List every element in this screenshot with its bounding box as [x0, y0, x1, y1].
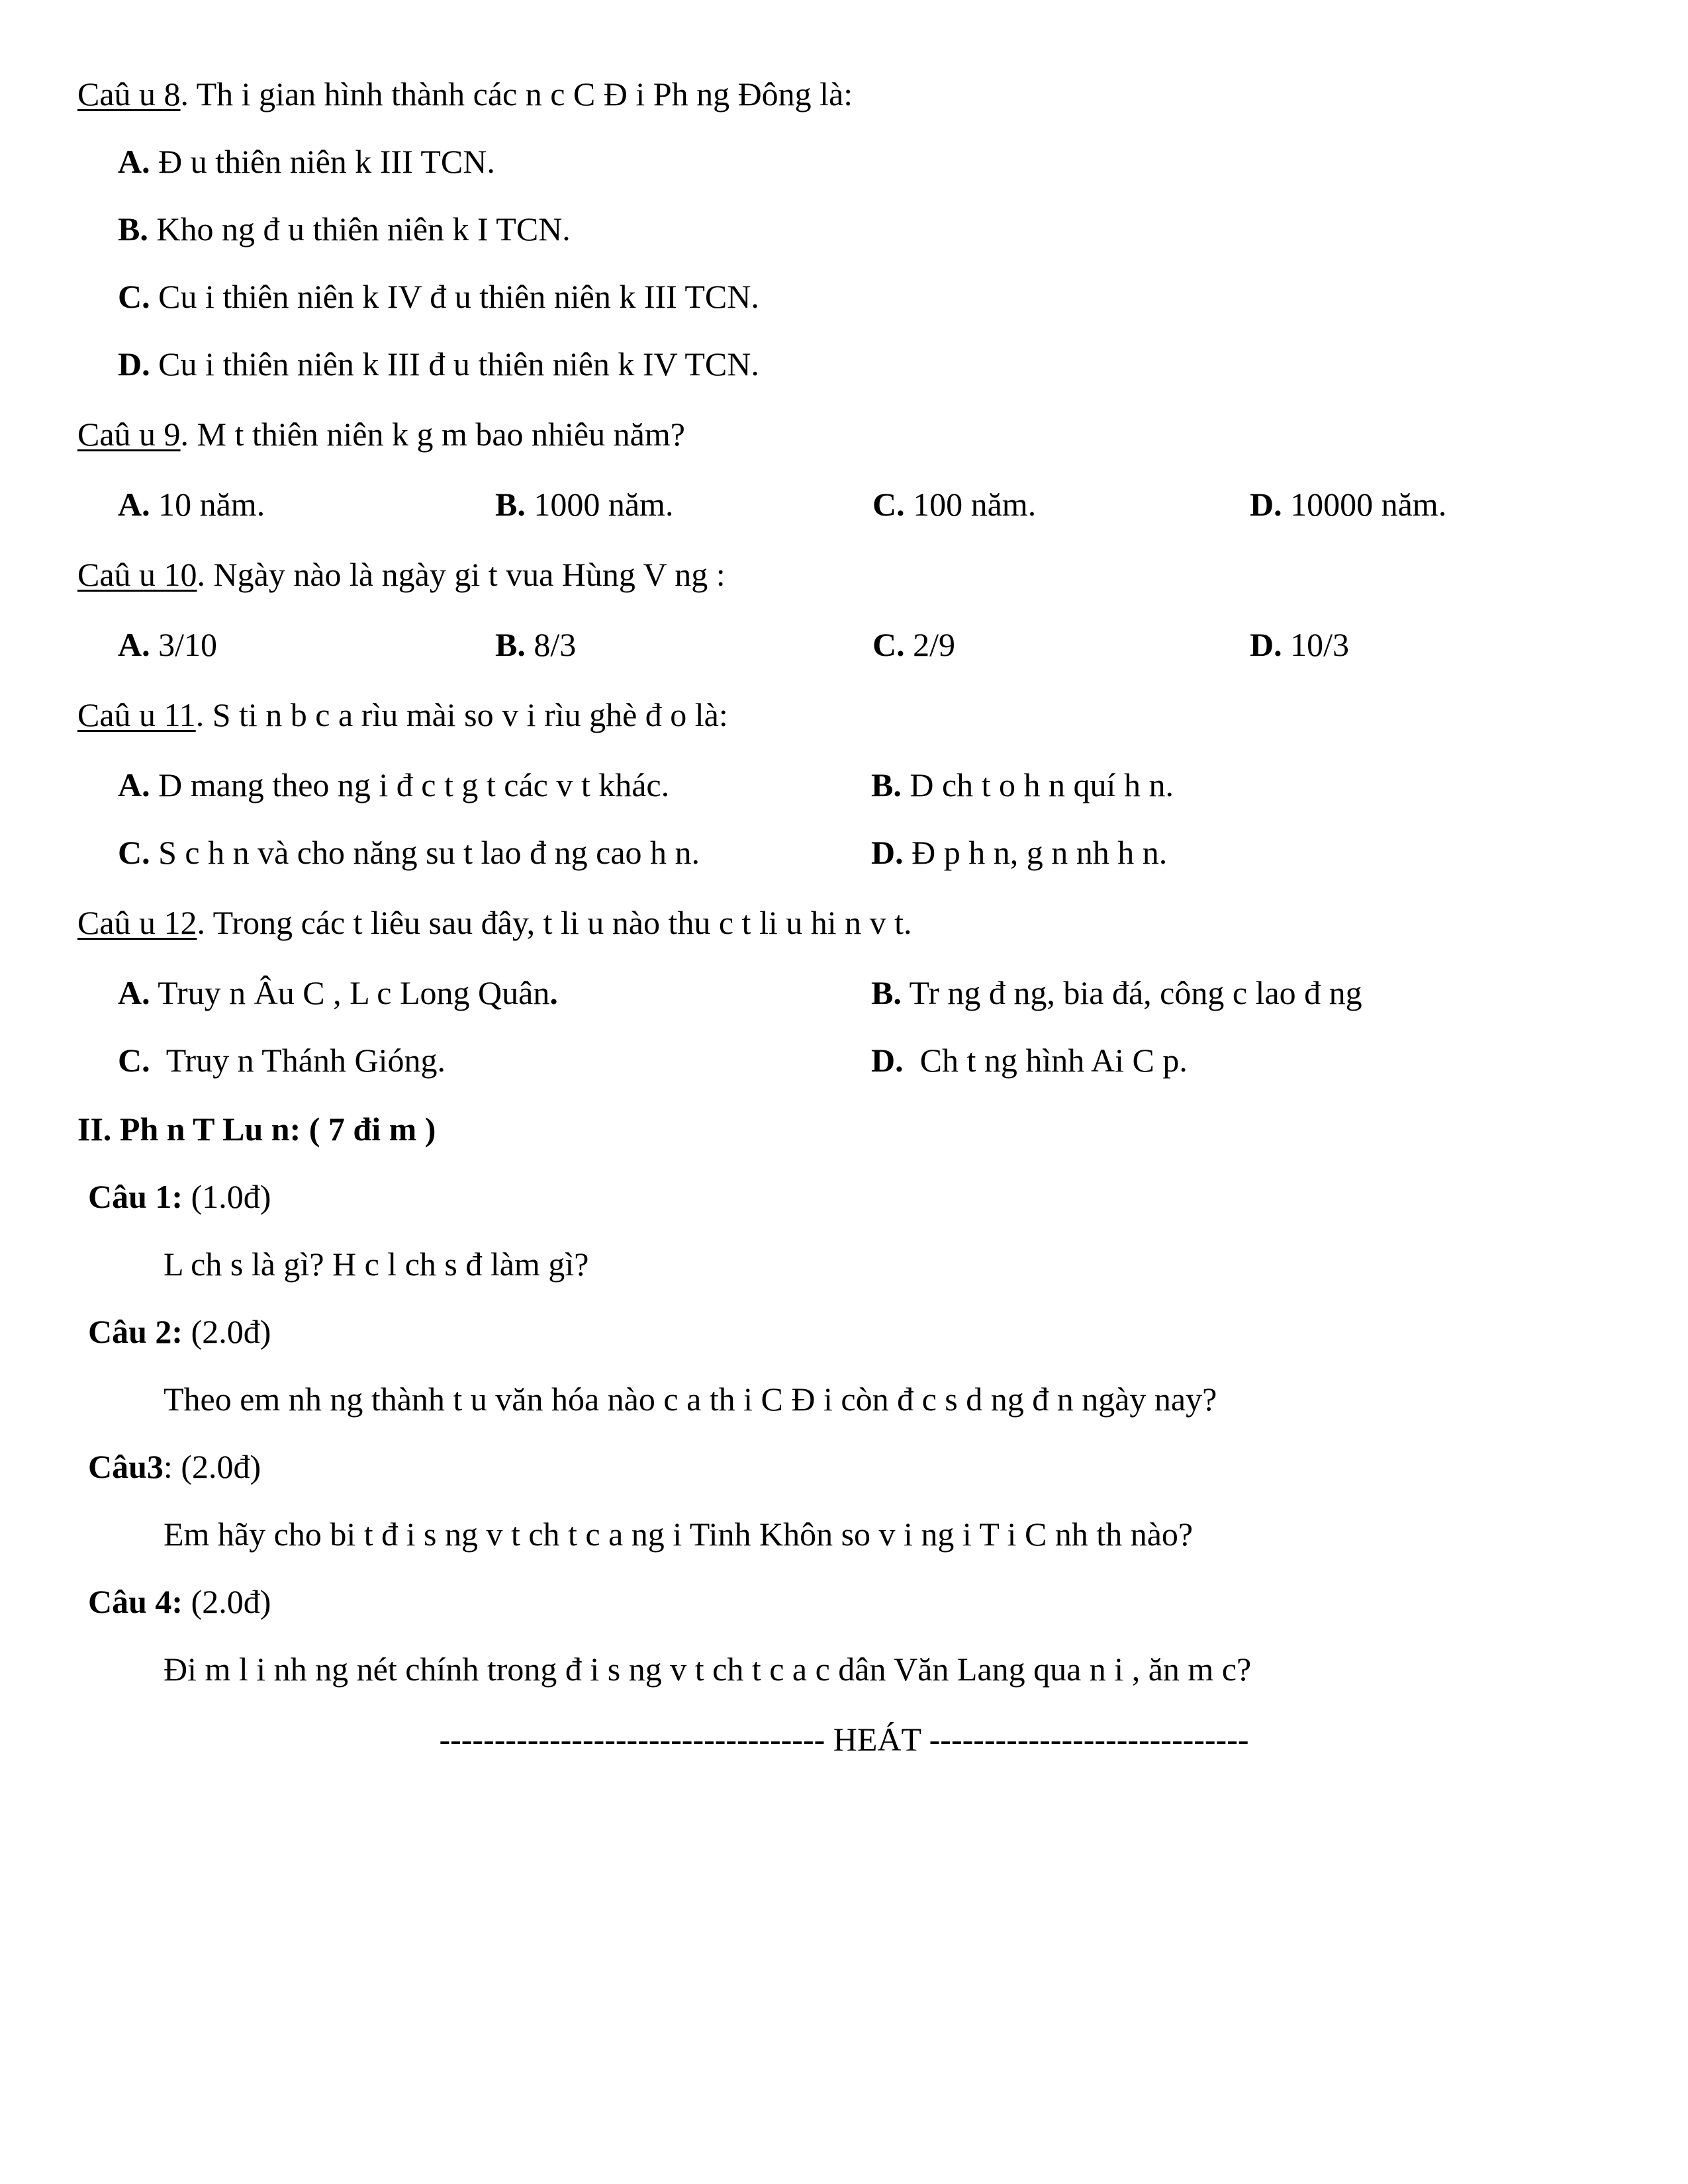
question-9-text: . M t thiên niên k g m bao nhiêu năm?	[180, 416, 685, 453]
q8-option-c: C. Cu i thiên niên k IV đ u thiên niên k III TCN.	[118, 278, 759, 315]
question-9	[77, 414, 685, 454]
q10-option-d: D. 10/3	[1250, 626, 1350, 663]
essay-1-heading: Câu 1: (1.0đ)	[88, 1178, 271, 1215]
q12-option-d: D. Ch t ng hình Ai C p.	[871, 1042, 1188, 1079]
question-10-text: . Ngày nào là ngày gi t vua Hùng V ng :	[197, 556, 726, 593]
question-12	[77, 903, 912, 942]
q9-option-a: A. 10 năm.	[118, 486, 265, 523]
essay-4-text: Đi m l i nh ng nét chính trong đ i s ng v t ch t c a c dân Văn Lang qua n i , ăn m c?	[164, 1651, 1252, 1688]
question-12-text: . Trong các t liêu sau đây, t li u nào thu c t li u hi n v t.	[197, 904, 912, 941]
question-8-text: . Th i gian hình thành các n c C Đ i Ph ng Đông là:	[180, 75, 853, 113]
question-10-label: Caû u 10	[77, 556, 197, 593]
essay-3-text: Em hãy cho bi t đ i s ng v t ch t c a ng i Tinh Khôn so v i ng i T i C nh th nào?	[164, 1516, 1194, 1553]
q11-option-d: D. Đ p h n, g n nh h n.	[871, 834, 1168, 871]
question-8	[77, 74, 853, 114]
question-8-label: Caû u 8	[77, 75, 181, 113]
q11-option-b: B. D ch t o h n quí h n.	[871, 766, 1174, 803]
q10-option-c: C. 2/9	[872, 626, 956, 663]
q12-option-a: A. Truy n Âu C , L c Long Quân.	[118, 974, 558, 1011]
q12-option-b: B. Tr ng đ ng, bia đá, công c lao đ ng	[871, 974, 1362, 1011]
question-11	[77, 695, 728, 735]
q8-option-a: A. Đ u thiên niên k III TCN.	[118, 143, 495, 180]
question-11-text: . S ti n b c a rìu mài so v i rìu ghè đ o là:	[195, 696, 728, 733]
q10-option-b: B. 8/3	[495, 626, 577, 663]
essay-4-heading: Câu 4: (2.0đ)	[88, 1583, 271, 1620]
question-10	[77, 555, 726, 594]
essay-2-text: Theo em nh ng thành t u văn hóa nào c a th i C Đ i còn đ c s d ng đ n ngày nay?	[164, 1381, 1217, 1418]
q11-option-c: C. S c h n và cho năng su t lao đ ng cao h n.	[118, 834, 700, 871]
essay-3-heading: Câu3: (2.0đ)	[88, 1448, 261, 1485]
q9-option-b: B. 1000 năm.	[495, 486, 674, 523]
q11-option-a: A. D mang theo ng i đ c t g t các v t khác.	[118, 766, 670, 803]
q9-option-c: C. 100 năm.	[872, 486, 1037, 523]
q8-option-d: D. Cu i thiên niên k III đ u thiên niên k IV TCN.	[118, 345, 759, 383]
q9-option-d: D. 10000 năm.	[1250, 486, 1447, 523]
section-2-title: II. Ph n T Lu n: ( 7 đi m )	[77, 1111, 436, 1148]
end-marker: ----------------------------------- HEÁT -----------------------------	[439, 1721, 1249, 1758]
essay-2-heading: Câu 2: (2.0đ)	[88, 1313, 271, 1350]
question-11-label: Caû u 11	[77, 696, 196, 733]
q10-option-a: A. 3/10	[118, 626, 218, 663]
question-12-label: Caû u 12	[77, 904, 197, 941]
q12-option-c: C. Truy n Thánh Gióng.	[118, 1042, 445, 1079]
question-9-label: Caû u 9	[77, 416, 181, 453]
essay-1-text: L ch s là gì? H c l ch s đ làm gì?	[164, 1246, 589, 1283]
q8-option-b: B. Kho ng đ u thiên niên k I TCN.	[118, 210, 571, 248]
